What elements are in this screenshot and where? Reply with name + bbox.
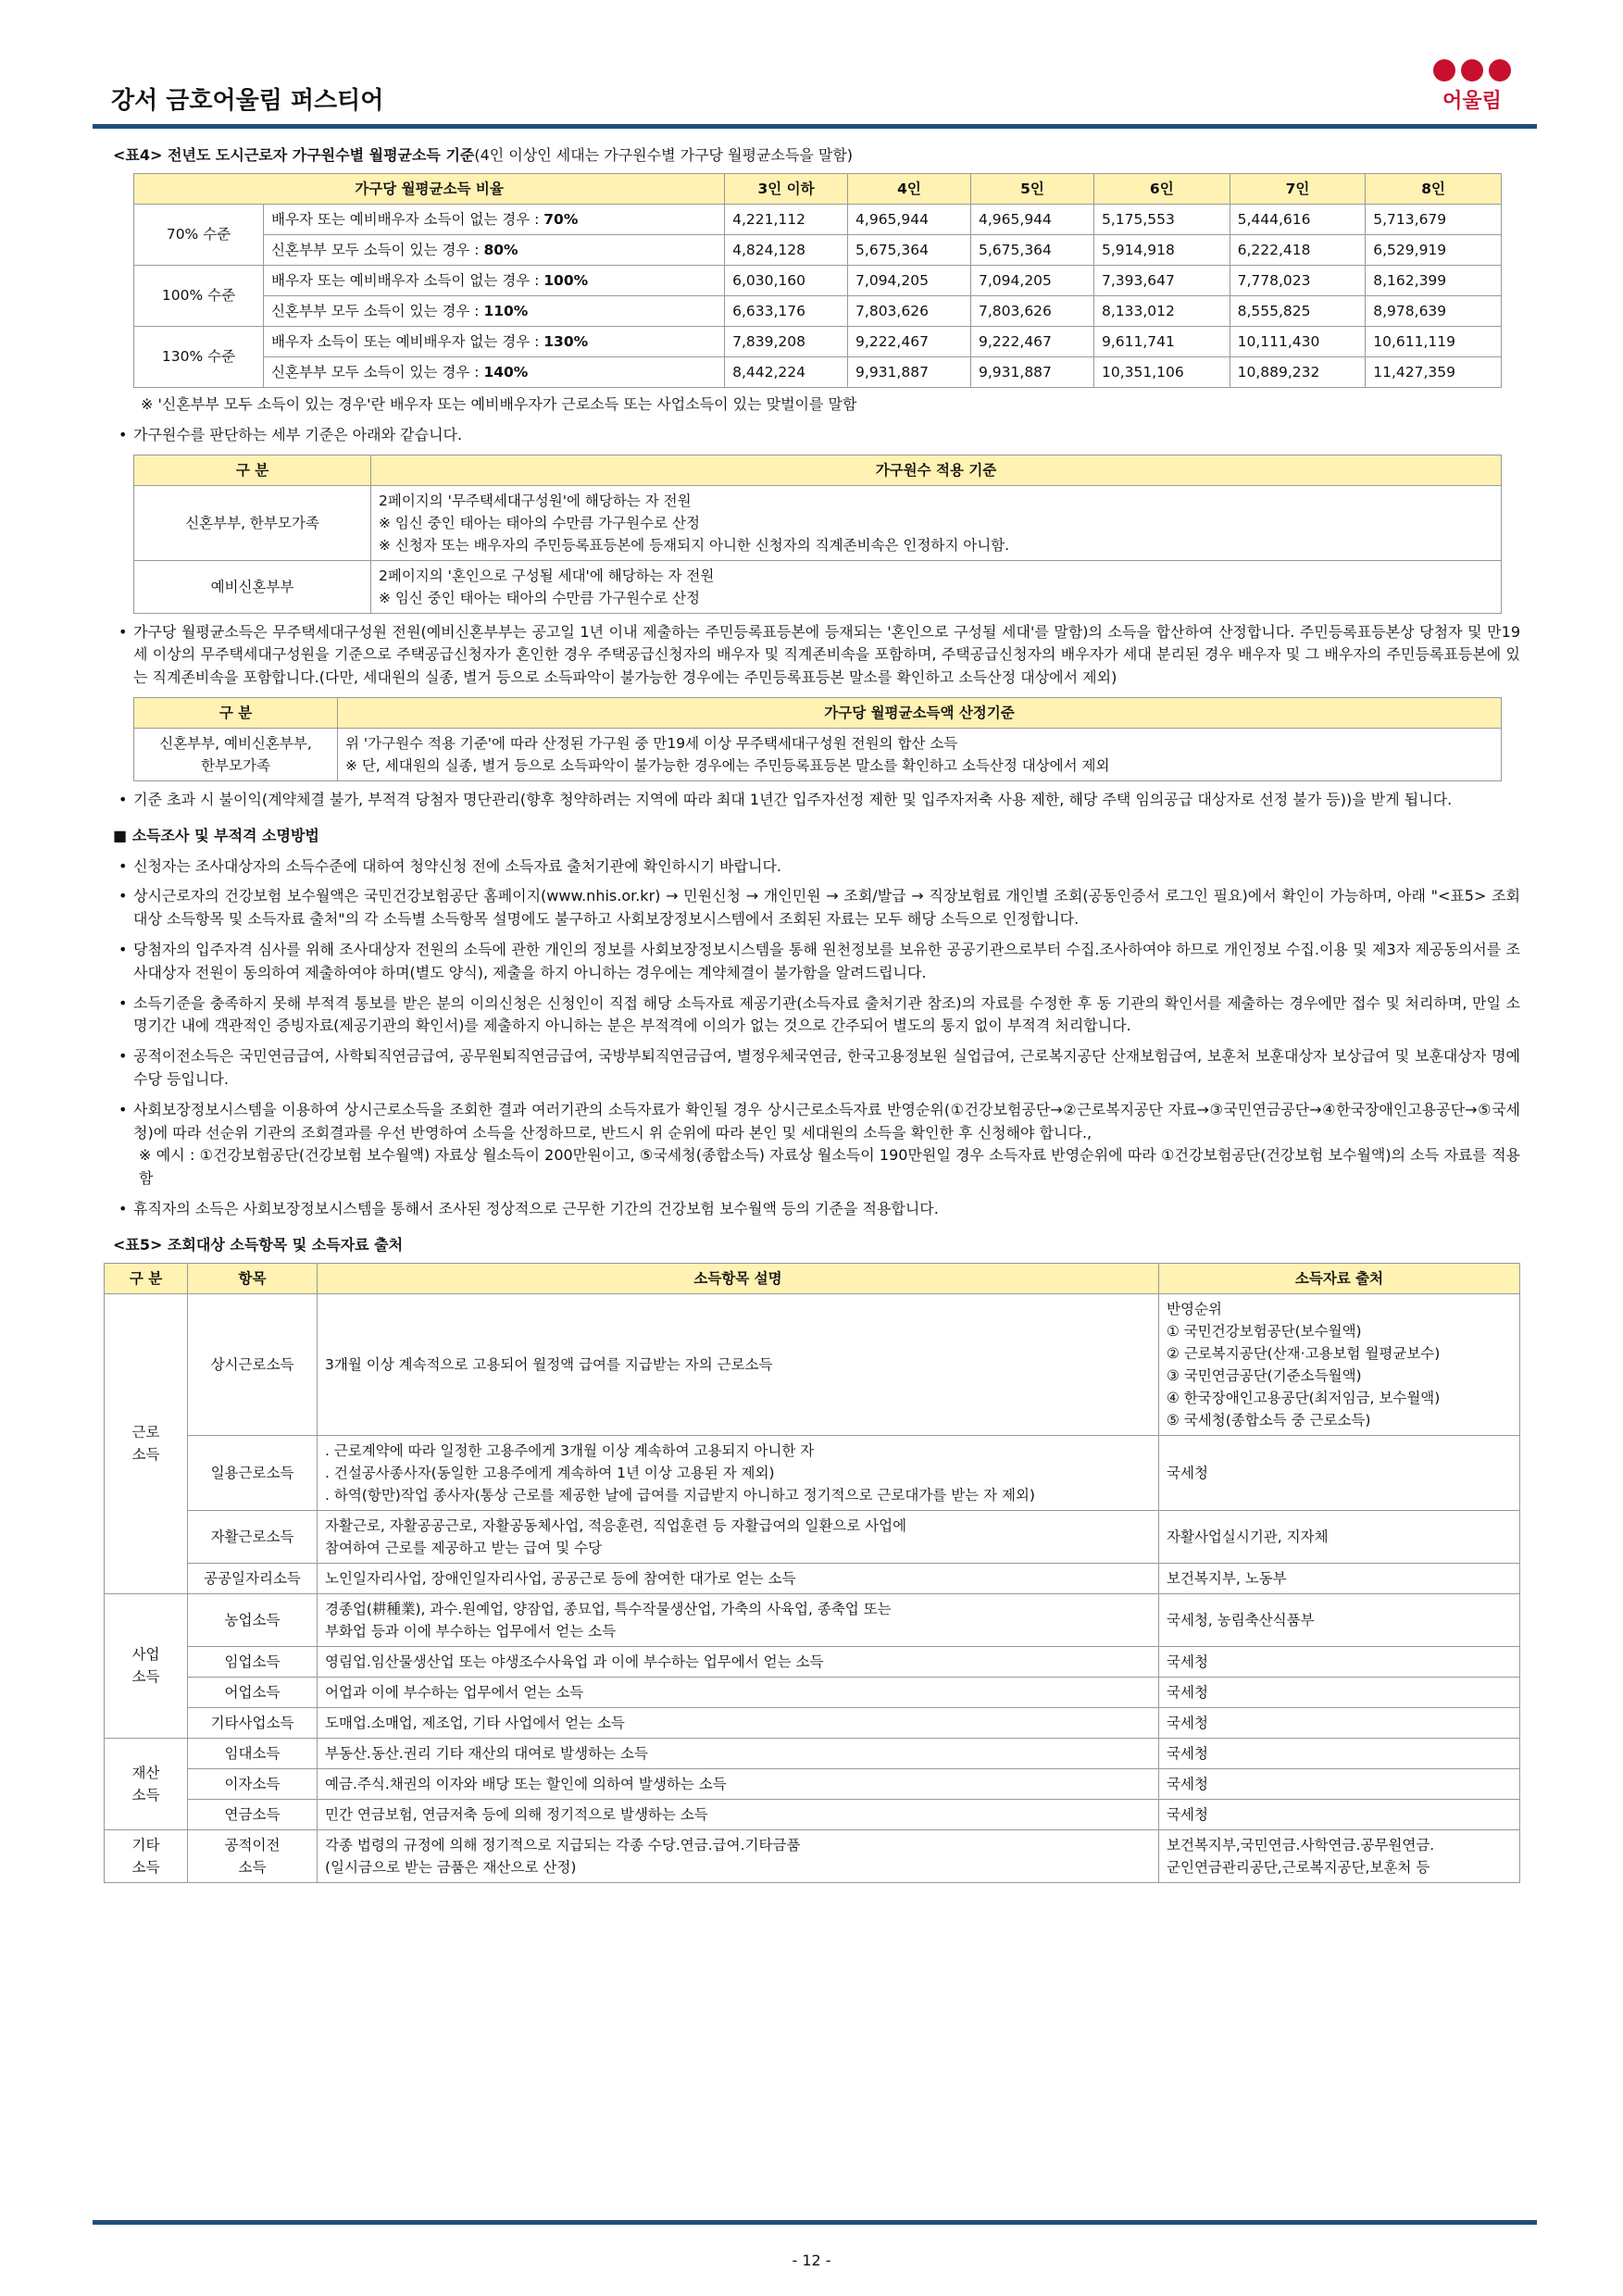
header-cell: 구 분 <box>134 697 338 728</box>
condition-cell: 신혼부부 모두 소득이 있는 경우 : 110% <box>264 295 725 326</box>
header-cell: 가구원수 적용 기준 <box>371 455 1502 485</box>
header-cell: 6인 <box>1093 173 1230 204</box>
source-cell: 국세청, 농림축산식품부 <box>1159 1593 1520 1646</box>
table-row <box>134 204 1502 234</box>
source-cell: 국세청 <box>1159 1768 1520 1799</box>
row-label: 신혼부부, 한부모가족 <box>134 485 371 560</box>
table-row <box>105 1799 1520 1829</box>
table5 <box>104 1263 1520 1883</box>
category-cell: 근로 소득 <box>105 1293 188 1593</box>
item-cell: 일용근로소득 <box>188 1435 318 1510</box>
criteria-cell <box>371 485 1502 560</box>
category-cell: 기타 소득 <box>105 1829 188 1882</box>
logo-dot-icon <box>1489 59 1511 81</box>
value-cell: 5,713,679 <box>1366 204 1502 234</box>
criteria-line: 위 '가구원수 적용 기준'에 따라 산정된 가구원 중 만19세 이상 무주택세대구성원 전원의 합산 소득 <box>345 735 958 752</box>
criteria-line: 2페이지의 '혼인으로 구성될 세대'에 해당하는 자 전원 <box>379 567 715 584</box>
header-cell: 7인 <box>1230 173 1366 204</box>
table-row <box>105 1768 1520 1799</box>
criteria-cell <box>371 560 1502 613</box>
row-label: 신혼부부, 예비신혼부부, 한부모가족 <box>134 729 338 781</box>
desc-cell: 도매업.소매업, 제조업, 기타 사업에서 얻는 소득 <box>318 1707 1159 1738</box>
value-cell: 9,222,467 <box>971 326 1094 356</box>
table4-footnote: ※ '신혼부부 모두 소득이 있는 경우'란 배우자 또는 예비배우자가 근로소득 또는 사업소득이 있는 맞벌이를 말함 <box>141 394 857 413</box>
page-content <box>113 144 1520 1883</box>
condition-cell: 신혼부부 모두 소득이 있는 경우 : 140% <box>264 356 725 387</box>
value-cell: 10,351,106 <box>1093 356 1230 387</box>
item-cell: 기타사업소득 <box>188 1707 318 1738</box>
value-cell: 8,555,825 <box>1230 295 1366 326</box>
row-label: 예비신혼부부 <box>134 560 371 613</box>
item-cell: 이자소득 <box>188 1768 318 1799</box>
source-cell: 자활사업실시기관, 지자체 <box>1159 1510 1520 1563</box>
header-cell: 구 분 <box>105 1263 188 1293</box>
pct-value: 110% <box>483 302 529 319</box>
bullet-leave: • 휴직자의 소득은 사회보장정보시스템을 통해서 조사된 정상적으로 근무한 기간의 건강보험 보수월액 등의 기준을 적용합니다. <box>113 1198 1520 1221</box>
pct-value: 140% <box>483 363 529 381</box>
bullet-item: • 당첨자의 입주자격 심사를 위해 조사대상자 전원의 소득에 관한 개인의 정보를 사회보장정보시스템을 통해 원천정보를 보유한 공공기관으로부터 수집.조사하여야 하므로 개인정보 수집.이용 및 제3자 제공동의서를 조사대상자 전원이 동의하여 제출하여야 하며(별도 양식), 제출을 하지 아니하는 경우에는 계약체결이 불가함을 알려드립니다. <box>113 939 1520 985</box>
desc-cell: 민간 연금보험, 연금저축 등에 의해 정기적으로 발생하는 소득 <box>318 1799 1159 1829</box>
value-cell: 5,175,553 <box>1093 204 1230 234</box>
bullet-priority: • 사회보장정보시스템을 이용하여 상시근로소득을 조회한 결과 여러기관의 소득자료가 확인될 경우 상시근로소득자료 반영순위(①건강보험공단→②근로복지공단 자료→③국민연금공단→④한국장애인고용공단→⑤국세청)에 따라 선순위 기관의 조회결과를 우선 반영하여 소득을 산정하므로, 반드시 위 순위에 따라 본인 및 세대원의 소득을 확인한 후 신청해야 합니다., ※ 예시 : ①건강보험공단(건강보험 보수월액) 자료상 월소득이 200만원이고, ⑤국세청(종합소득) 자료상 월소득이 190만원일 경우 소득자료 반영순위에 따라 ①건강보험공단(건강보험 보수월액)의 소득 자료를 적용함 <box>113 1099 1520 1191</box>
criteria-cell <box>338 729 1502 781</box>
table-row <box>134 265 1502 295</box>
value-cell: 7,803,626 <box>971 295 1094 326</box>
level-cell: 130% 수준 <box>134 326 264 387</box>
value-cell: 4,965,944 <box>848 204 971 234</box>
table-row <box>105 1829 1520 1882</box>
table-row <box>105 1435 1520 1510</box>
item-cell: 자활근로소득 <box>188 1510 318 1563</box>
table-row <box>105 1593 1520 1646</box>
bullet-item: • 신청자는 조사대상자의 소득수준에 대하여 청약신청 전에 소득자료 출처기관에 확인하시기 바랍니다. <box>113 855 1520 879</box>
header-cell: 3인 이하 <box>725 173 848 204</box>
table-row <box>105 1738 1520 1768</box>
pct-value: 100% <box>543 271 589 289</box>
condition-cell: 배우자 또는 예비배우자 소득이 없는 경우 : 70% <box>264 204 725 234</box>
value-cell: 7,393,647 <box>1093 265 1230 295</box>
desc-cell: 각종 법령의 규정에 의해 정기적으로 지급되는 각종 수당.연금.급여.기타금품 (일시금으로 받는 금품은 재산으로 산정) <box>318 1829 1159 1882</box>
value-cell: 5,914,918 <box>1093 234 1230 265</box>
table4 <box>133 173 1502 388</box>
value-cell: 5,675,364 <box>848 234 971 265</box>
value-cell: 5,675,364 <box>971 234 1094 265</box>
value-cell: 8,978,639 <box>1366 295 1502 326</box>
desc-cell: 경종업(耕種業), 과수.원예업, 양잠업, 종묘업, 특수작물생산업, 가축의 사육업, 종축업 또는 부화업 등과 이에 부수하는 업무에서 얻는 소득 <box>318 1593 1159 1646</box>
desc-cell: . 근로계약에 따라 일정한 고용주에게 3개월 이상 계속하여 고용되지 아니한 자 . 건설공사종사자(동일한 고용주에게 계속하여 1년 이상 고용된 자 제외) . 하역(항만)작업 종사자(통상 근로를 제공한 날에 급여를 지급받지 아니하고 정기적으로 근로대가를 받는 자 제외) <box>318 1435 1159 1510</box>
bullet-household-count: • 가구원수를 판단하는 세부 기준은 아래와 같습니다. <box>113 424 1520 447</box>
criteria-line: ※ 단, 세대원의 실종, 별거 등으로 소득파악이 불가능한 경우에는 주민등록표등본 말소를 확인하고 소득산정 대상에서 제외 <box>345 757 1110 775</box>
source-cell: 국세청 <box>1159 1646 1520 1677</box>
household-criteria-table <box>133 455 1502 614</box>
header-cell: 8인 <box>1366 173 1502 204</box>
table-row <box>134 326 1502 356</box>
value-cell: 6,030,160 <box>725 265 848 295</box>
value-cell: 10,889,232 <box>1230 356 1366 387</box>
source-cell: 국세청 <box>1159 1677 1520 1707</box>
source-cell: 보건복지부,국민연금.사학연금.공무원연금. 군인연금관리공단,근로복지공단,보훈처 등 <box>1159 1829 1520 1882</box>
table-row <box>105 1293 1520 1435</box>
item-cell: 공적이전 소득 <box>188 1829 318 1882</box>
value-cell: 4,965,944 <box>971 204 1094 234</box>
table-row <box>134 356 1502 387</box>
bullet-item: • 공적이전소득은 국민연금급여, 사학퇴직연금급여, 공무원퇴직연금급여, 국방부퇴직연금급여, 별정우체국연금, 한국고용정보원 실업급여, 근로복지공단 산재보험급여, 보훈처 보훈대상자 보상급여 및 보훈대상자 명예수당 등입니다. <box>113 1045 1520 1092</box>
desc-cell: 영림업.임산물생산업 또는 야생조수사육업 과 이에 부수하는 업무에서 얻는 소득 <box>318 1646 1159 1677</box>
item-cell: 어업소득 <box>188 1677 318 1707</box>
item-cell: 상시근로소득 <box>188 1293 318 1435</box>
table-row <box>105 1677 1520 1707</box>
condition-cell: 배우자 소득이 또는 예비배우자 없는 경우 : 130% <box>264 326 725 356</box>
value-cell: 9,222,467 <box>848 326 971 356</box>
value-cell: 8,162,399 <box>1366 265 1502 295</box>
bullet-item: • 상시근로자의 건강보험 보수월액은 국민건강보험공단 홈페이지(www.nhis.or.kr) → 민원신청 → 개인민원 → 조회/발급 → 직장보험료 개인별 조회(공동인증서 로그인 필요)에서 확인이 가능하며, 아래 "<표5> 조회대상 소득항목 및 소득자료 출처"의 각 소득별 소득항목 설명에도 불구하고 사회보장정보시스템에서 조회된 자료는 모두 해당 소득으로 인정합니다. <box>113 885 1520 931</box>
source-cell: 국세청 <box>1159 1435 1520 1510</box>
criteria-line: 2페이지의 '무주택세대구성원'에 해당하는 자 전원 <box>379 492 692 509</box>
level-cell: 70% 수준 <box>134 204 264 265</box>
desc-cell: 예금.주식.채권의 이자와 배당 또는 할인에 의하여 발생하는 소득 <box>318 1768 1159 1799</box>
pct-value: 70% <box>543 210 579 228</box>
logo-dot-icon <box>1461 59 1483 81</box>
level-cell: 100% 수준 <box>134 265 264 326</box>
table-row <box>105 1510 1520 1563</box>
value-cell: 7,803,626 <box>848 295 971 326</box>
desc-cell: 어업과 이에 부수하는 업무에서 얻는 소득 <box>318 1677 1159 1707</box>
header-cell: 5인 <box>971 173 1094 204</box>
value-cell: 7,778,023 <box>1230 265 1366 295</box>
item-cell: 연금소득 <box>188 1799 318 1829</box>
value-cell: 6,529,919 <box>1366 234 1502 265</box>
value-cell: 7,094,205 <box>971 265 1094 295</box>
header-cell: 가구당 월평균소득 비율 <box>134 173 725 204</box>
value-cell: 9,931,887 <box>848 356 971 387</box>
value-cell: 9,931,887 <box>971 356 1094 387</box>
header-cell: 소득항목 설명 <box>318 1263 1159 1293</box>
desc-cell: 부동산.동산.권리 기타 재산의 대여로 발생하는 소득 <box>318 1738 1159 1768</box>
value-cell: 8,133,012 <box>1093 295 1230 326</box>
header-cell: 가구당 월평균소득액 산정기준 <box>338 697 1502 728</box>
logo-dot-icon <box>1433 59 1455 81</box>
desc-cell: 자활근로, 자활공공근로, 자활공동체사업, 적응훈련, 직업훈련 등 자활급여의 일환으로 사업에 참여하여 근로를 제공하고 받는 급여 및 수당 <box>318 1510 1159 1563</box>
criteria-line: ※ 신청자 또는 배우자의 주민등록표등본에 등재되지 아니한 신청자의 직계존비속은 인정하지 아니함. <box>379 536 1010 554</box>
table-row <box>105 1707 1520 1738</box>
section-title: ■ 소득조사 및 부적격 소명방법 <box>113 826 319 844</box>
value-cell: 9,611,741 <box>1093 326 1230 356</box>
table-row <box>105 1646 1520 1677</box>
source-cell: 국세청 <box>1159 1799 1520 1829</box>
value-cell: 4,824,128 <box>725 234 848 265</box>
header-cell: 항목 <box>188 1263 318 1293</box>
header-cell: 소득자료 출처 <box>1159 1263 1520 1293</box>
item-cell: 공공일자리소득 <box>188 1563 318 1593</box>
table-row <box>134 234 1502 265</box>
condition-cell: 배우자 또는 예비배우자 소득이 없는 경우 : 100% <box>264 265 725 295</box>
item-cell: 임대소득 <box>188 1738 318 1768</box>
source-cell: 국세청 <box>1159 1738 1520 1768</box>
document-header-title: 강서 금호어울림 퍼스티어 <box>111 87 384 115</box>
logo-text: 어울림 <box>1442 90 1502 113</box>
category-cell: 사업 소득 <box>105 1593 188 1738</box>
table5-caption: <표5> 조회대상 소득항목 및 소득자료 출처 <box>113 1235 404 1254</box>
pct-value: 130% <box>543 332 589 350</box>
brand-logo <box>1417 59 1528 114</box>
page-number: - 12 - <box>792 2252 831 2269</box>
value-cell: 6,633,176 <box>725 295 848 326</box>
value-cell: 5,444,616 <box>1230 204 1366 234</box>
desc-cell: 3개월 이상 계속적으로 고용되어 월정액 급여를 지급받는 자의 근로소득 <box>318 1293 1159 1435</box>
income-calc-table <box>133 697 1502 781</box>
criteria-line: ※ 임신 중인 태아는 태아의 수만큼 가구원수로 산정 <box>379 514 700 531</box>
table-row <box>134 295 1502 326</box>
value-cell: 6,222,418 <box>1230 234 1366 265</box>
desc-cell: 노인일자리사업, 장애인일자리사업, 공공근로 등에 참여한 대가로 얻는 소득 <box>318 1563 1159 1593</box>
condition-cell: 신혼부부 모두 소득이 있는 경우 : 80% <box>264 234 725 265</box>
bullet-monthly-income: • 가구당 월평균소득은 무주택세대구성원 전원(예비신혼부부는 공고일 1년 이내 제출하는 주민등록표등본에 등재되는 '혼인으로 구성될 세대'를 말함)의 소득을 합산하여 산정합니다. 주민등록표등본상 당첨자 및 만19세 이상의 무주택세대구성원을 기준으로 주택공급신청자가 혼인한 경우 주택공급신청자의 배우자 및 직계존비속을 포함하며, 주택공급신청자의 배우자가 세대 분리된 경우 배우자 및 그 배우자의 주민등록표등본에 있는 직계존비속을 포함합니다.(다만, 세대원의 실종, 별거 등으로 소득파악이 불가능한 경우에는 주민등록표등본 말소를 확인하고 소득산정 대상에서 제외) <box>113 621 1520 690</box>
header-cell: 4인 <box>848 173 971 204</box>
table4-caption: <표4> 전년도 도시근로자 가구원수별 월평균소득 기준(4인 이상인 세대는 가구원수별 가구당 월평균소득을 말함) <box>113 146 854 164</box>
value-cell: 7,094,205 <box>848 265 971 295</box>
value-cell: 7,839,208 <box>725 326 848 356</box>
criteria-line: ※ 임신 중인 태아는 태아의 수만큼 가구원수로 산정 <box>379 589 700 606</box>
value-cell: 10,111,430 <box>1230 326 1366 356</box>
bullet-penalty: • 기준 초과 시 불이익(계약체결 불가, 부적격 당첨자 명단관리(향후 청약하려는 지역에 따라 최대 1년간 입주자선정 제한 및 입주자저축 사용 제한, 해당 주택 임의공급 대상자로 선정 불가 등))을 받게 됩니다. <box>113 789 1520 812</box>
footer-rule <box>93 2220 1537 2225</box>
header-cell: 구 분 <box>134 455 371 485</box>
table-row <box>105 1563 1520 1593</box>
source-cell: 반영순위 ① 국민건강보험공단(보수월액) ② 근로복지공단(산재·고용보험 월평균보수) ③ 국민연금공단(기준소득월액) ④ 한국장애인고용공단(최저임금, 보수월액) ⑤ 국세청(종합소득 중 근로소득) <box>1159 1293 1520 1435</box>
source-cell: 보건복지부, 노동부 <box>1159 1563 1520 1593</box>
value-cell: 11,427,359 <box>1366 356 1502 387</box>
value-cell: 4,221,112 <box>725 204 848 234</box>
item-cell: 임업소득 <box>188 1646 318 1677</box>
pct-value: 80% <box>483 241 518 258</box>
source-cell: 국세청 <box>1159 1707 1520 1738</box>
category-cell: 재산 소득 <box>105 1738 188 1829</box>
header-rule <box>93 124 1537 129</box>
bullet-item: • 소득기준을 충족하지 못해 부적격 통보를 받은 분의 이의신청은 신청인이 직접 해당 소득자료 제공기관(소득자료 출처기관 참조)의 자료를 수정한 후 동 기관의 확인서를 제출하는 경우에만 접수 및 처리하며, 만일 소명기간 내에 객관적인 증빙자료(제공기관의 확인서)를 제출하지 아니하는 분은 부적격에 이의가 없는 것으로 간주되어 별도의 통지 없이 부적격 처리합니다. <box>113 992 1520 1039</box>
value-cell: 8,442,224 <box>725 356 848 387</box>
item-cell: 농업소득 <box>188 1593 318 1646</box>
value-cell: 10,611,119 <box>1366 326 1502 356</box>
